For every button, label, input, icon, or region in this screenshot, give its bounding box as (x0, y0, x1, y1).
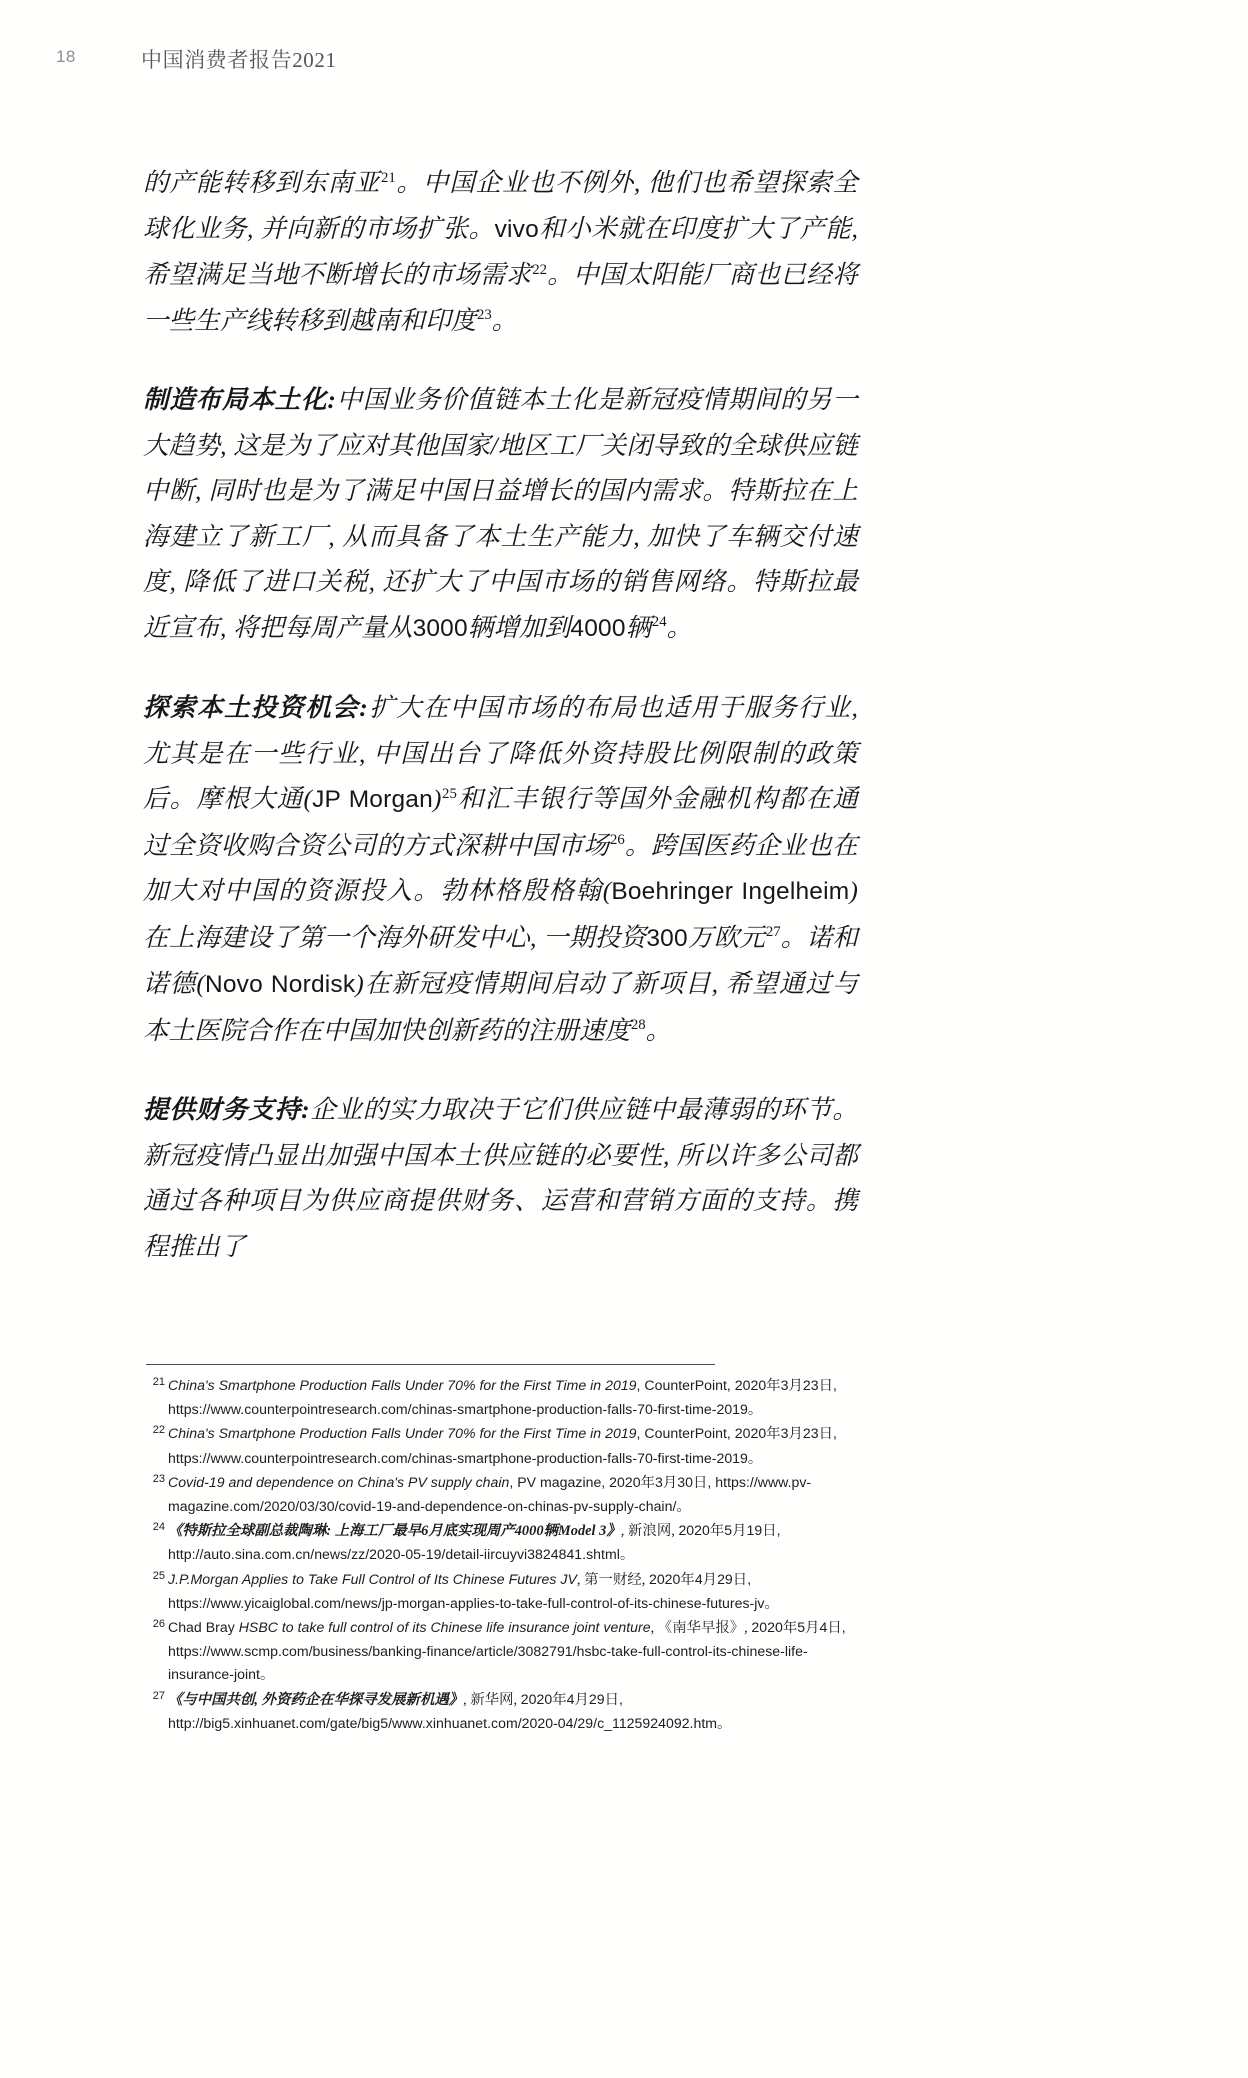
footnote-marker: 22 (152, 1424, 165, 1437)
latin-text-run: JP Morgan (312, 786, 433, 813)
body-text-column (143, 160, 858, 1269)
text-run: 的产能转移到东南亚 (143, 168, 381, 197)
footnote-plain-run: 4 (819, 1619, 828, 1636)
footnote-reference: 21 (380, 169, 396, 186)
footnote-title-italic: J.P.Morgan Applies to Take Full Control of Its Chinese Futures JV (168, 1570, 577, 1587)
footnote-cjk-run: 月 (788, 1426, 803, 1443)
footnote-plain-run: , CounterPoint, 2020 (636, 1377, 767, 1393)
footnote-reference: 23 (476, 307, 492, 323)
footnote-cjk-run: 月 (732, 1523, 747, 1540)
footnote-item (143, 1471, 859, 1519)
footnote-reference: 27 (765, 924, 781, 940)
body-paragraph (143, 685, 858, 1053)
footnote-cjk-run: , 第一财经, (576, 1571, 649, 1588)
footnote-reference: 25 (442, 785, 457, 802)
footnote-cjk-run: 。 (717, 1715, 732, 1732)
text-run: 。中国企业也不例外, 他们也希望探索全球化业务, 并向新的市场扩张。 (143, 168, 858, 243)
footnote-reference: 26 (609, 832, 625, 848)
footnote-title-italic: Covid-19 and dependence on China's PV supply chain (168, 1473, 510, 1490)
body-paragraph (143, 1087, 858, 1269)
footnote-item (143, 1688, 859, 1736)
footnote-separator-rule (146, 1364, 715, 1365)
paragraph-lead-in: 提供财务支持: (143, 1095, 310, 1124)
text-run: 。 (645, 1015, 672, 1045)
latin-text-run: 3000 (412, 614, 468, 642)
footnote-reference: 24 (651, 614, 667, 630)
footnote-cjk-run: 年 (640, 1474, 656, 1491)
text-run: 。跨国医药企业也在加大对中国的资源投入。勃林格殷格翰( (143, 830, 859, 905)
text-run: 辆 (625, 612, 652, 642)
text-run: ) (432, 784, 442, 813)
footnote-plain-run: 29 (717, 1570, 733, 1587)
text-run: )在新冠疫情期间启动了新项目, 希望通过与本土医院合作在中国加快创新药的注册速度 (143, 969, 858, 1045)
footnote-plain-run: 4 (694, 1570, 703, 1587)
footnote-item (143, 1422, 859, 1470)
footnote-cjk-run: , 新浪网, (620, 1523, 679, 1540)
footnote-text (168, 1568, 859, 1616)
footnote-plain-run: , https://www.counterpointresearch.com/chinas-smartphone-production-falls-70-first-time-2019 (168, 1425, 837, 1466)
footnote-item (143, 1568, 859, 1616)
footnote-marker: 23 (152, 1472, 165, 1485)
footnote-cjk-run: 。 (764, 1595, 779, 1612)
footnote-cjk-run: 年 (782, 1620, 798, 1637)
footnote-item (143, 1519, 859, 1567)
footnote-cjk-run: 日 (762, 1523, 777, 1540)
footnote-plain-run: , https://www.yicaiglobal.com/news/jp-morgan-applies-to-take-full-control-of-its-chinese-futures-jv (168, 1570, 765, 1611)
footnote-cjk-run: 月 (805, 1620, 820, 1637)
footnote-cjk-run: , 新华网, (463, 1691, 521, 1708)
latin-text-run: Boehringer Ingelheim (611, 878, 850, 905)
footnote-plain-run: 2020 (648, 1570, 681, 1587)
footnote-title-italic: China's Smartphone Production Falls Under 70% for the First Time in 2019 (168, 1377, 637, 1393)
text-run: 。中国太阳能厂商也已经将一些生产线转移到越南和印度 (143, 260, 858, 335)
text-run: 。 (666, 612, 693, 642)
footnote-plain-run: 23 (802, 1377, 819, 1393)
footnote-plain-run: , https://www.scmp.com/business/banking-finance/article/3082791/hsbc-take-full-control-its-chinese-life-insurance-joint (168, 1619, 846, 1683)
footnote-text (168, 1519, 859, 1567)
footnote-cjk-run: 年 (680, 1571, 695, 1588)
footnote-plain-run: 3 (780, 1425, 789, 1442)
footnote-plain-run: 4 (566, 1690, 575, 1707)
footnote-item (143, 1616, 859, 1688)
footnote-plain-run: 2020 (520, 1690, 553, 1707)
footnote-plain-run: 3 (780, 1377, 789, 1393)
footnote-title-italic: HSBC to take full control of its Chinese life insurance joint venture (238, 1619, 651, 1636)
footnote-plain-run: Chad Bray (168, 1619, 239, 1636)
latin-text-run: 300 (646, 924, 688, 952)
body-paragraph (143, 160, 858, 343)
footnote-plain-run: 29 (588, 1690, 605, 1707)
footnote-cjk-run: 。 (619, 1547, 635, 1564)
footnote-cjk-run: 年 (766, 1426, 781, 1443)
paragraph-lead-in: 探索本土投资机会: (143, 693, 369, 722)
footnote-item (143, 1374, 859, 1422)
latin-text-run: vivo (494, 215, 539, 243)
footnote-cjk-run: 。 (747, 1402, 763, 1419)
latin-text-run: Novo Nordisk (204, 971, 356, 998)
text-run: 。 (491, 305, 518, 335)
footnote-reference: 28 (630, 1017, 646, 1033)
footnote-list (143, 1374, 859, 1736)
text-run: )在上海建设了第一个海外研发中心, 一期投资 (143, 876, 858, 952)
footnote-plain-run: 5 (797, 1619, 806, 1636)
footnote-plain-run: , PV magazine, 2020 (509, 1473, 641, 1490)
paragraph-lead-in: 制造布局本土化: (143, 385, 337, 414)
footnote-plain-run: 2020 (678, 1522, 710, 1539)
footnote-cjk-run: 日 (818, 1426, 834, 1443)
footnote-reference: 22 (532, 261, 547, 278)
footnote-cjk-run: 日 (604, 1691, 620, 1708)
text-run: 。诺和诺德( (143, 922, 859, 998)
footnote-plain-run: 5 (724, 1522, 733, 1539)
footnote-plain-run: , CounterPoint, 2020 (636, 1425, 767, 1442)
running-header-title: 中国消费者报告2021 (141, 48, 337, 72)
text-run: 万欧元 (687, 922, 766, 952)
footnote-cjk-run: 。 (747, 1450, 763, 1467)
footnote-plain-run: 3 (655, 1473, 663, 1490)
footnote-plain-run: , http://big5.xinhuanet.com/gate/big5/www.xinhuanet.com/2020-04/29/c_1125924092.htm (168, 1690, 718, 1731)
footnote-title-italic: China's Smartphone Production Falls Under 70% for the First Time in 2019 (168, 1425, 637, 1442)
footnote-cjk-run: 日 (818, 1378, 834, 1394)
text-run: 中国业务价值链本土化是新冠疫情期间的另一大趋势, 这是为了应对其他国家/地区工厂关闭导致的全球供应链中断, 同时也是为了满足中国日益增长的国内需求。特斯拉在上海建立了新工厂, 从而具备了本土生产能力, 加快了车辆交付速度, 降低了进口关税, 还扩大了中国市场的销售网络。特斯拉最近宣布, 将把每周产量从 (143, 385, 858, 642)
body-paragraph (143, 377, 858, 651)
footnote-plain-run: 19 (746, 1522, 763, 1539)
footnote-cjk-run: 日 (827, 1620, 842, 1637)
footnote-cjk-run: 年 (766, 1378, 781, 1394)
footnote-cjk-title: 《特斯拉全球副总裁陶琳: 上海工厂最早6月底实现周产4000辆Model 3》 (168, 1523, 621, 1540)
footnote-cjk-run: 日 (732, 1571, 748, 1588)
footnote-text (168, 1374, 859, 1422)
latin-text-run: 4000 (570, 614, 626, 642)
footnote-marker: 26 (152, 1618, 165, 1631)
footnote-plain-run: 23 (802, 1425, 819, 1442)
footnote-cjk-run: 月 (788, 1378, 803, 1394)
text-run: 和小米就在印度扩大了产能, 希望满足当地不断增长的市场需求 (143, 213, 858, 289)
footnote-marker: 21 (152, 1376, 165, 1388)
footnote-marker: 25 (152, 1569, 165, 1582)
text-run: 企业的实力取决于它们供应链中最薄弱的环节。新冠疫情凸显出加强中国本土供应链的必要性, 所以许多公司都通过各种项目为供应商提供财务、运营和营销方面的支持。携程推出了 (143, 1095, 859, 1261)
footnote-cjk-title: 《与中国共创, 外资药企在华探寻发展新机遇》 (168, 1691, 464, 1708)
footnote-plain-run: , https://www.counterpointresearch.com/chinas-smartphone-production-falls-70-first-time-2019 (168, 1377, 837, 1418)
footnote-marker: 24 (152, 1521, 165, 1534)
footnote-text (168, 1422, 859, 1470)
footnote-marker: 27 (152, 1689, 165, 1702)
footnote-cjk-run: 年 (709, 1523, 725, 1540)
footnote-plain-run: , https://www.pv-magazine.com/2020/03/30/covid-19-and-dependence-on-chinas-pv-supply-chain/ (168, 1473, 812, 1515)
footnote-text (168, 1616, 859, 1688)
text-run: 扩大在中国市场的布局也适用于服务行业, 尤其是在一些行业, 中国出台了降低外资持股比例限制的政策后。摩根大通( (143, 693, 858, 813)
footnote-plain-run: , http://auto.sina.com.cn/news/zz/2020-05-19/detail-iircuyvi3824841.shtml (168, 1522, 781, 1563)
footnote-plain-run: 30 (677, 1473, 694, 1490)
running-header (0, 44, 1248, 78)
page-number: 18 (56, 47, 76, 66)
footnote-cjk-run: 。 (259, 1667, 275, 1684)
footnote-text (168, 1688, 859, 1736)
footnote-plain-run: 2020 (751, 1619, 783, 1636)
footnote-text (168, 1471, 859, 1519)
footnote-cjk-run: 月 (662, 1474, 678, 1491)
text-run: 辆增加到 (467, 612, 571, 642)
footnote-cjk-run: 月 (702, 1571, 718, 1588)
footnote-cjk-run: 月 (574, 1691, 589, 1708)
footnote-cjk-run: 。 (676, 1499, 691, 1516)
footnote-cjk-run: , 《南华早报》, (650, 1620, 752, 1637)
footnote-cjk-run: 年 (552, 1691, 567, 1708)
footnote-cjk-run: 日 (693, 1474, 708, 1491)
text-run: 和汇丰银行等国外金融机构都在通过全资收购合资公司的方式深耕中国市场 (143, 784, 858, 860)
